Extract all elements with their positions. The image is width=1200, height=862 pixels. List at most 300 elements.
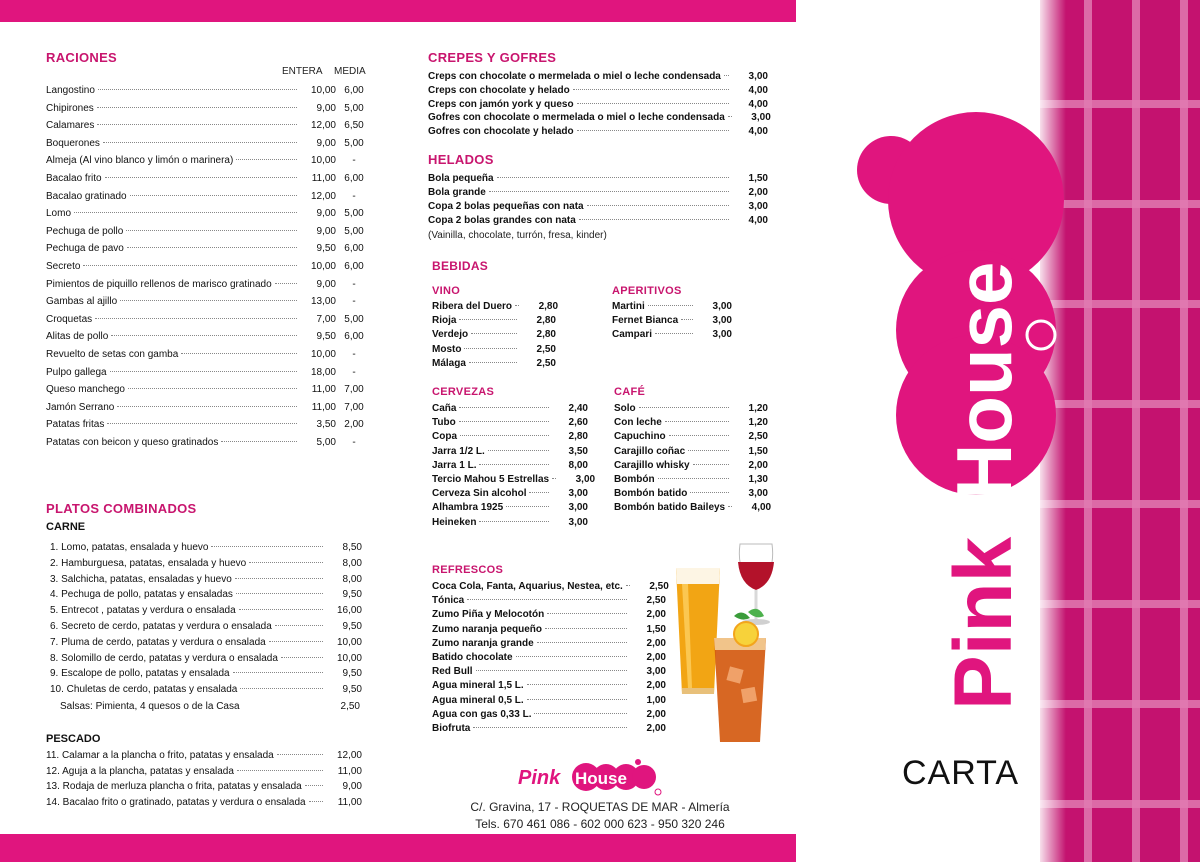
- vino-row-name: Ribera del Duero: [432, 301, 513, 312]
- crepe-row: [428, 84, 768, 98]
- salsas-row: [60, 700, 360, 714]
- leader-dots: [275, 283, 297, 284]
- crepe-row-price: 4,00: [748, 98, 768, 110]
- refresco-row-price: 2,00: [646, 609, 666, 621]
- racion-row-media: 5,00: [344, 208, 364, 220]
- racion-row-name: Pechuga de pavo: [46, 243, 124, 255]
- leader-dots: [83, 265, 297, 266]
- leader-dots: [305, 785, 323, 786]
- refresco-row-price: 3,00: [646, 666, 666, 678]
- crepe-row-name: Creps con chocolate o mermelada o miel o leche condensada: [428, 71, 721, 82]
- cafe-row: [614, 402, 768, 416]
- racion-row: [46, 190, 372, 204]
- leader-dots: [577, 103, 729, 104]
- refresco-row-name: Red Bull: [432, 666, 473, 678]
- racion-row-entera: 11,00: [311, 384, 336, 396]
- cerveza-row-name: Tercio Mahou 5 Estrellas: [432, 474, 550, 485]
- leader-dots: [479, 464, 549, 465]
- racion-row: [46, 383, 372, 397]
- aperitivo-row-price: 3,00: [712, 329, 732, 341]
- aperitivo-row: [612, 328, 732, 342]
- cerveza-row: [432, 501, 588, 515]
- racion-row-media: -: [352, 278, 356, 290]
- leader-dots: [464, 348, 517, 349]
- carne-row: [50, 683, 362, 697]
- racion-row-entera: 18,00: [310, 366, 336, 378]
- racion-row-entera: 10,00: [310, 261, 336, 272]
- col-media-header: MEDIA: [334, 66, 366, 77]
- refresco-row: [432, 679, 666, 693]
- refresco-row-price: 2,00: [646, 652, 666, 663]
- crepe-row-price: 3,00: [751, 112, 771, 124]
- refresco-row-name: Agua mineral 1,5 L.: [432, 680, 524, 692]
- vino-row: [432, 357, 556, 371]
- crepe-row: [428, 98, 768, 112]
- vino-row-name: Mosto: [432, 343, 462, 355]
- refresco-row-name: Zumo Piña y Melocotón: [432, 609, 545, 621]
- iced-tea-glass-icon: [714, 609, 766, 742]
- racion-row-name: Bacalao gratinado: [46, 190, 127, 202]
- racion-row-entera: 5,00: [316, 437, 336, 448]
- leader-dots: [515, 305, 519, 306]
- leader-dots: [110, 371, 297, 372]
- racion-row-name: Jamón Serrano: [46, 401, 115, 413]
- racion-row-media: 6,00: [344, 331, 364, 343]
- cerveza-row-name: Cerveza Sin alcohol: [432, 488, 527, 500]
- cafe-row-price: 1,30: [748, 474, 768, 485]
- leader-dots: [728, 506, 732, 507]
- racion-row: [46, 295, 372, 309]
- vino-row: [432, 343, 556, 357]
- salsas-price: 2,50: [340, 701, 360, 712]
- cafe-row-price: 3,00: [748, 488, 768, 500]
- cafe-title: CAFÉ: [614, 386, 646, 398]
- platos-title: PLATOS COMBINADOS: [46, 501, 197, 516]
- pescado-row-name: 11. Calamar a la plancha o frito, patatas y ensalada: [46, 750, 274, 761]
- refresco-row-price: 2,50: [646, 595, 666, 607]
- crepe-row-name: Creps con chocolate y helado: [428, 84, 570, 96]
- carne-row-name: 10. Chuletas de cerdo, patatas y ensalada: [50, 684, 238, 696]
- pescado-row-price: 12,00: [336, 750, 362, 761]
- crepe-row: [428, 70, 768, 84]
- cerveza-row-name: Tubo: [432, 417, 456, 429]
- racion-row: [46, 401, 372, 415]
- crepe-row-name: Gofres con chocolate o mermelada o miel o leche condensada: [428, 112, 725, 124]
- leader-dots: [117, 406, 297, 407]
- carne-row: [50, 636, 362, 650]
- carne-row-name: 2. Hamburguesa, patatas, ensalada y huevo: [50, 557, 247, 569]
- aperitivo-row-name: Campari: [612, 329, 653, 341]
- cafe-row-price: 1,50: [748, 445, 768, 457]
- bottom-pink-band: [0, 834, 796, 862]
- leader-dots: [236, 159, 297, 160]
- carne-row-price: 8,50: [342, 542, 362, 553]
- cover-panel: [796, 0, 1200, 862]
- racion-row: [46, 418, 372, 432]
- racion-row-media: -: [352, 296, 356, 308]
- racion-row-entera: 13,00: [310, 296, 336, 308]
- carne-row: [50, 541, 362, 555]
- refresco-row-name: Biofruta: [432, 723, 471, 734]
- racion-row-media: 6,50: [344, 120, 364, 132]
- racion-row: [46, 436, 372, 450]
- refresco-row-name: Agua mineral 0,5 L.: [432, 694, 524, 706]
- carne-row-price: 8,00: [342, 557, 362, 569]
- leader-dots: [277, 754, 323, 755]
- carne-row-name: 4. Pechuga de pollo, patatas y ensaladas: [50, 589, 233, 601]
- leader-dots: [128, 388, 297, 389]
- cerveza-row: [432, 416, 588, 430]
- pescado-row-name: 14. Bacalao frito o gratinado, patatas y verdura o ensalada: [46, 796, 306, 808]
- pescado-row: [46, 796, 362, 810]
- cafe-row: [614, 473, 768, 487]
- vino-title: VINO: [432, 285, 461, 297]
- cerveza-row: [432, 430, 588, 444]
- cafe-row: [614, 445, 768, 459]
- racion-row-media: 7,00: [344, 384, 364, 396]
- carne-row: [50, 588, 362, 602]
- refresco-row: [432, 580, 669, 594]
- racion-row: [46, 119, 372, 133]
- leader-dots: [237, 770, 323, 771]
- racion-row: [46, 84, 372, 98]
- cerveza-row: [432, 402, 588, 416]
- vino-row-price: 2,80: [538, 301, 559, 312]
- crepe-row-price: 3,00: [748, 71, 768, 82]
- leader-dots: [459, 319, 517, 320]
- leader-dots: [655, 333, 693, 334]
- cerveza-row-name: Copa: [432, 431, 457, 443]
- refresco-row: [432, 637, 666, 651]
- leader-dots: [459, 421, 549, 422]
- cerveza-row: [432, 516, 588, 530]
- helados-title: HELADOS: [428, 152, 494, 167]
- crepe-row-name: Gofres con chocolate y helado: [428, 126, 574, 138]
- cafe-row: [614, 430, 768, 444]
- racion-row-entera: 3,50: [316, 419, 336, 431]
- crepe-row-name: Creps con jamón york y queso: [428, 98, 574, 110]
- leader-dots: [309, 801, 323, 802]
- racion-row-media: -: [352, 190, 356, 202]
- aperitivo-row-price: 3,00: [712, 315, 732, 327]
- cerveza-row-price: 3,00: [568, 502, 588, 514]
- pescado-row-price: 9,00: [342, 781, 362, 793]
- leader-dots: [693, 464, 729, 465]
- refresco-row: [432, 594, 666, 608]
- carne-row: [50, 652, 362, 666]
- cerveza-row: [432, 459, 588, 473]
- carne-row: [50, 573, 362, 587]
- crepe-row-price: 4,00: [748, 84, 768, 96]
- footer-logo-house: House: [575, 769, 627, 788]
- cerveza-row-name: Heineken: [432, 516, 477, 528]
- pescado-row: [46, 765, 362, 779]
- cafe-row-name: Bombón batido: [614, 488, 688, 500]
- cafe-row-name: Solo: [614, 403, 636, 414]
- carne-row-price: 9,50: [342, 668, 362, 680]
- racion-row-media: 6,00: [344, 173, 364, 184]
- racion-row-entera: 9,00: [316, 278, 336, 290]
- leader-dots: [488, 450, 549, 451]
- racion-row: [46, 137, 372, 151]
- racion-row-name: Patatas con beicon y queso gratinados: [46, 437, 219, 448]
- leader-dots: [688, 450, 729, 451]
- leader-dots: [690, 492, 729, 493]
- refresco-row: [432, 608, 666, 622]
- refresco-row-name: Zumo naranja pequeño: [432, 623, 543, 635]
- leader-dots: [459, 407, 549, 408]
- leader-dots: [473, 727, 627, 728]
- leader-dots: [249, 562, 323, 563]
- cafe-row-name: Carajillo coñac: [614, 445, 686, 457]
- refresco-row-price: 1,00: [646, 694, 666, 706]
- vino-row-price: 2,50: [536, 357, 556, 369]
- leader-dots: [724, 75, 729, 76]
- helado-row-price: 4,00: [748, 215, 768, 226]
- carne-row: [50, 620, 362, 634]
- refrescos-title: REFRESCOS: [432, 564, 504, 576]
- vino-row-name: Málaga: [432, 357, 466, 369]
- racion-row: [46, 242, 372, 256]
- cover-carta: CARTA: [902, 754, 1020, 792]
- refresco-row-name: Batido chocolate: [432, 652, 513, 663]
- leader-dots: [537, 642, 627, 643]
- leader-dots: [577, 130, 729, 131]
- vino-row: [432, 314, 556, 328]
- racion-row: [46, 260, 372, 274]
- refresco-row: [432, 665, 666, 679]
- racion-row: [46, 102, 372, 116]
- vino-row: [432, 300, 559, 314]
- leader-dots: [236, 593, 323, 594]
- cervezas-title: CERVEZAS: [432, 386, 495, 398]
- refresco-row: [432, 694, 666, 708]
- racion-row-media: -: [352, 155, 356, 167]
- leader-dots: [639, 407, 729, 408]
- helado-row: [428, 200, 768, 214]
- carne-row-price: 8,00: [342, 573, 362, 585]
- pescado-row-name: 13. Rodaja de merluza plancha o frita, patatas y ensalada: [46, 781, 302, 793]
- carne-row-name: 7. Pluma de cerdo, patatas y verdura o ensalada: [50, 636, 266, 648]
- aperitivo-row-name: Martini: [612, 301, 645, 312]
- footer-phones: Tels. 670 461 086 - 602 000 623 - 950 320 246: [475, 817, 725, 831]
- aperitivo-row: [612, 300, 732, 314]
- leader-dots: [489, 191, 729, 192]
- leader-dots: [648, 305, 693, 306]
- refresco-row-price: 2,50: [649, 581, 669, 592]
- racion-row-entera: 11,00: [311, 173, 336, 184]
- racion-row-entera: 11,00: [311, 401, 336, 413]
- aperitivo-row-name: Fernet Bianca: [612, 315, 679, 327]
- racion-row-name: Langostino: [46, 85, 95, 96]
- leader-dots: [103, 142, 297, 143]
- cafe-row-price: 2,50: [748, 431, 768, 443]
- leader-dots: [239, 609, 323, 610]
- racion-row-entera: 9,00: [316, 208, 336, 220]
- racion-row-name: Queso manchego: [46, 384, 125, 396]
- cerveza-row: [432, 473, 596, 487]
- cafe-row: [614, 501, 772, 515]
- carne-row-price: 10,00: [336, 652, 362, 664]
- racion-row: [46, 207, 372, 221]
- racion-row: [46, 225, 372, 239]
- cerveza-row-price: 3,00: [568, 516, 588, 528]
- leader-dots: [669, 435, 729, 436]
- crepe-row: [428, 125, 768, 139]
- helado-row-name: Bola grande: [428, 187, 486, 198]
- leader-dots: [281, 657, 323, 658]
- salsas-name: Salsas: Pimienta, 4 quesos o de la Casa: [60, 701, 240, 712]
- leader-dots: [626, 585, 630, 586]
- crepe-row-price: 4,00: [748, 126, 768, 138]
- grid-line: [1180, 0, 1188, 862]
- racion-row-name: Lomo: [46, 208, 72, 220]
- racion-row: [46, 172, 372, 186]
- racion-row-name: Pechuga de pollo: [46, 225, 124, 237]
- leader-dots: [467, 599, 627, 600]
- crepe-row: [428, 111, 771, 125]
- cafe-row-name: Carajillo whisky: [614, 459, 690, 471]
- cerveza-row-price: 3,50: [568, 445, 588, 457]
- leader-dots: [460, 435, 549, 436]
- racion-row-name: Alitas de pollo: [46, 331, 109, 343]
- racion-row-entera: 9,00: [316, 102, 336, 114]
- racion-row-name: Bacalao frito: [46, 173, 102, 184]
- leader-dots: [658, 478, 729, 479]
- racion-row-media: 6,00: [344, 243, 364, 255]
- leader-dots: [107, 423, 297, 424]
- racion-row-entera: 7,00: [316, 313, 336, 325]
- leader-dots: [97, 124, 297, 125]
- vino-row-name: Rioja: [432, 315, 457, 327]
- leader-dots: [527, 699, 627, 700]
- leader-dots: [579, 219, 729, 220]
- leader-dots: [269, 641, 323, 642]
- leader-dots: [233, 672, 323, 673]
- vino-row-price: 2,50: [536, 343, 556, 355]
- helado-row-price: 1,50: [748, 173, 768, 184]
- vino-row: [432, 328, 556, 342]
- cafe-row-price: 1,20: [748, 417, 768, 429]
- pescado-row: [46, 749, 362, 763]
- racion-row-name: Chipirones: [46, 102, 94, 114]
- racion-row: [46, 313, 372, 327]
- refresco-row-name: Zumo naranja grande: [432, 637, 534, 649]
- leader-dots: [120, 300, 297, 301]
- carne-row-price: 16,00: [336, 605, 362, 617]
- racion-row: [46, 278, 372, 292]
- leader-dots: [97, 107, 297, 108]
- leader-dots: [529, 492, 549, 493]
- cafe-row-name: Bombón: [614, 474, 655, 485]
- cover-logo-house: House: [940, 261, 1028, 500]
- cerveza-row-price: 3,00: [568, 488, 588, 500]
- carne-row-name: 1. Lomo, patatas, ensalada y huevo: [50, 542, 209, 553]
- cafe-row-price: 1,20: [748, 403, 768, 414]
- leader-dots: [127, 247, 297, 248]
- leader-dots: [111, 335, 297, 336]
- refresco-row: [432, 651, 666, 665]
- carne-row-name: 6. Secreto de cerdo, patatas y verdura o ensalada: [50, 621, 272, 632]
- racion-row-name: Revuelto de setas con gamba: [46, 349, 179, 360]
- beer-glass-icon: [676, 568, 720, 694]
- leader-dots: [587, 205, 729, 206]
- racion-row-name: Secreto: [46, 261, 81, 272]
- aperitivo-row: [612, 314, 732, 328]
- cerveza-row: [432, 445, 588, 459]
- cerveza-row-price: 2,40: [568, 403, 588, 414]
- refresco-row-price: 2,00: [646, 637, 666, 649]
- leader-dots: [95, 318, 297, 319]
- vino-row-price: 2,80: [536, 329, 556, 341]
- leader-dots: [506, 506, 549, 507]
- cafe-row-price: 4,00: [751, 502, 772, 514]
- helado-row-price: 3,00: [748, 201, 768, 212]
- crepes-title: CREPES Y GOFRES: [428, 50, 557, 65]
- cerveza-row-name: Alhambra 1925: [432, 502, 504, 514]
- refresco-row-price: 2,00: [646, 708, 666, 720]
- pescado-row-price: 11,00: [337, 765, 362, 777]
- carne-row-price: 9,50: [342, 684, 362, 696]
- helado-row-price: 2,00: [748, 187, 768, 198]
- leader-dots: [573, 89, 729, 90]
- racion-row-media: 5,00: [344, 313, 364, 325]
- racion-row: [46, 366, 372, 380]
- leader-dots: [74, 212, 297, 213]
- leader-dots: [126, 230, 297, 231]
- pescado-subtitle: PESCADO: [46, 733, 101, 745]
- raciones-title: RACIONES: [46, 50, 118, 65]
- racion-row-entera: 9,50: [316, 331, 336, 343]
- racion-row-media: -: [352, 366, 356, 378]
- carne-row-price: 9,50: [342, 589, 362, 601]
- racion-row-media: 6,00: [344, 261, 364, 272]
- cafe-row: [614, 416, 768, 430]
- leader-dots: [105, 177, 297, 178]
- racion-row-entera: 9,50: [316, 243, 336, 255]
- cafe-row-price: 2,00: [748, 459, 768, 471]
- racion-row-name: Almeja (Al vino blanco y limón o marinera): [46, 155, 234, 167]
- cafe-row: [614, 459, 768, 473]
- refresco-row-price: 2,00: [646, 723, 666, 734]
- carne-row: [50, 604, 362, 618]
- leader-dots: [479, 521, 549, 522]
- racion-row-media: -: [352, 349, 356, 360]
- cerveza-row-name: Jarra 1/2 L.: [432, 445, 485, 457]
- helado-row-name: Copa 2 bolas grandes con nata: [428, 215, 576, 226]
- racion-row-name: Pulpo gallega: [46, 366, 107, 378]
- refresco-row-price: 1,50: [646, 623, 666, 635]
- bebidas-title: BEBIDAS: [432, 259, 489, 273]
- vino-row-price: 2,80: [536, 315, 556, 327]
- carne-row-name: 3. Salchicha, patatas, ensaladas y huevo: [50, 573, 232, 585]
- leader-dots: [516, 656, 627, 657]
- racion-row-media: 5,00: [344, 102, 364, 114]
- helado-row: [428, 214, 768, 228]
- refresco-row: [432, 722, 666, 736]
- pescado-row-name: 12. Aguja a la plancha, patatas y ensalada: [46, 765, 234, 777]
- leader-dots: [235, 578, 323, 579]
- carne-row: [50, 667, 362, 681]
- leader-dots: [534, 713, 627, 714]
- racion-row-name: Pimientos de piquillo rellenos de marisco gratinado: [46, 278, 272, 290]
- racion-row-entera: 9,00: [316, 225, 336, 237]
- racion-row-media: 2,00: [344, 419, 364, 431]
- cafe-row: [614, 487, 768, 501]
- helado-row-name: Copa 2 bolas pequeñas con nata: [428, 201, 584, 212]
- helado-row: [428, 186, 768, 200]
- racion-row-entera: 10,00: [310, 349, 336, 360]
